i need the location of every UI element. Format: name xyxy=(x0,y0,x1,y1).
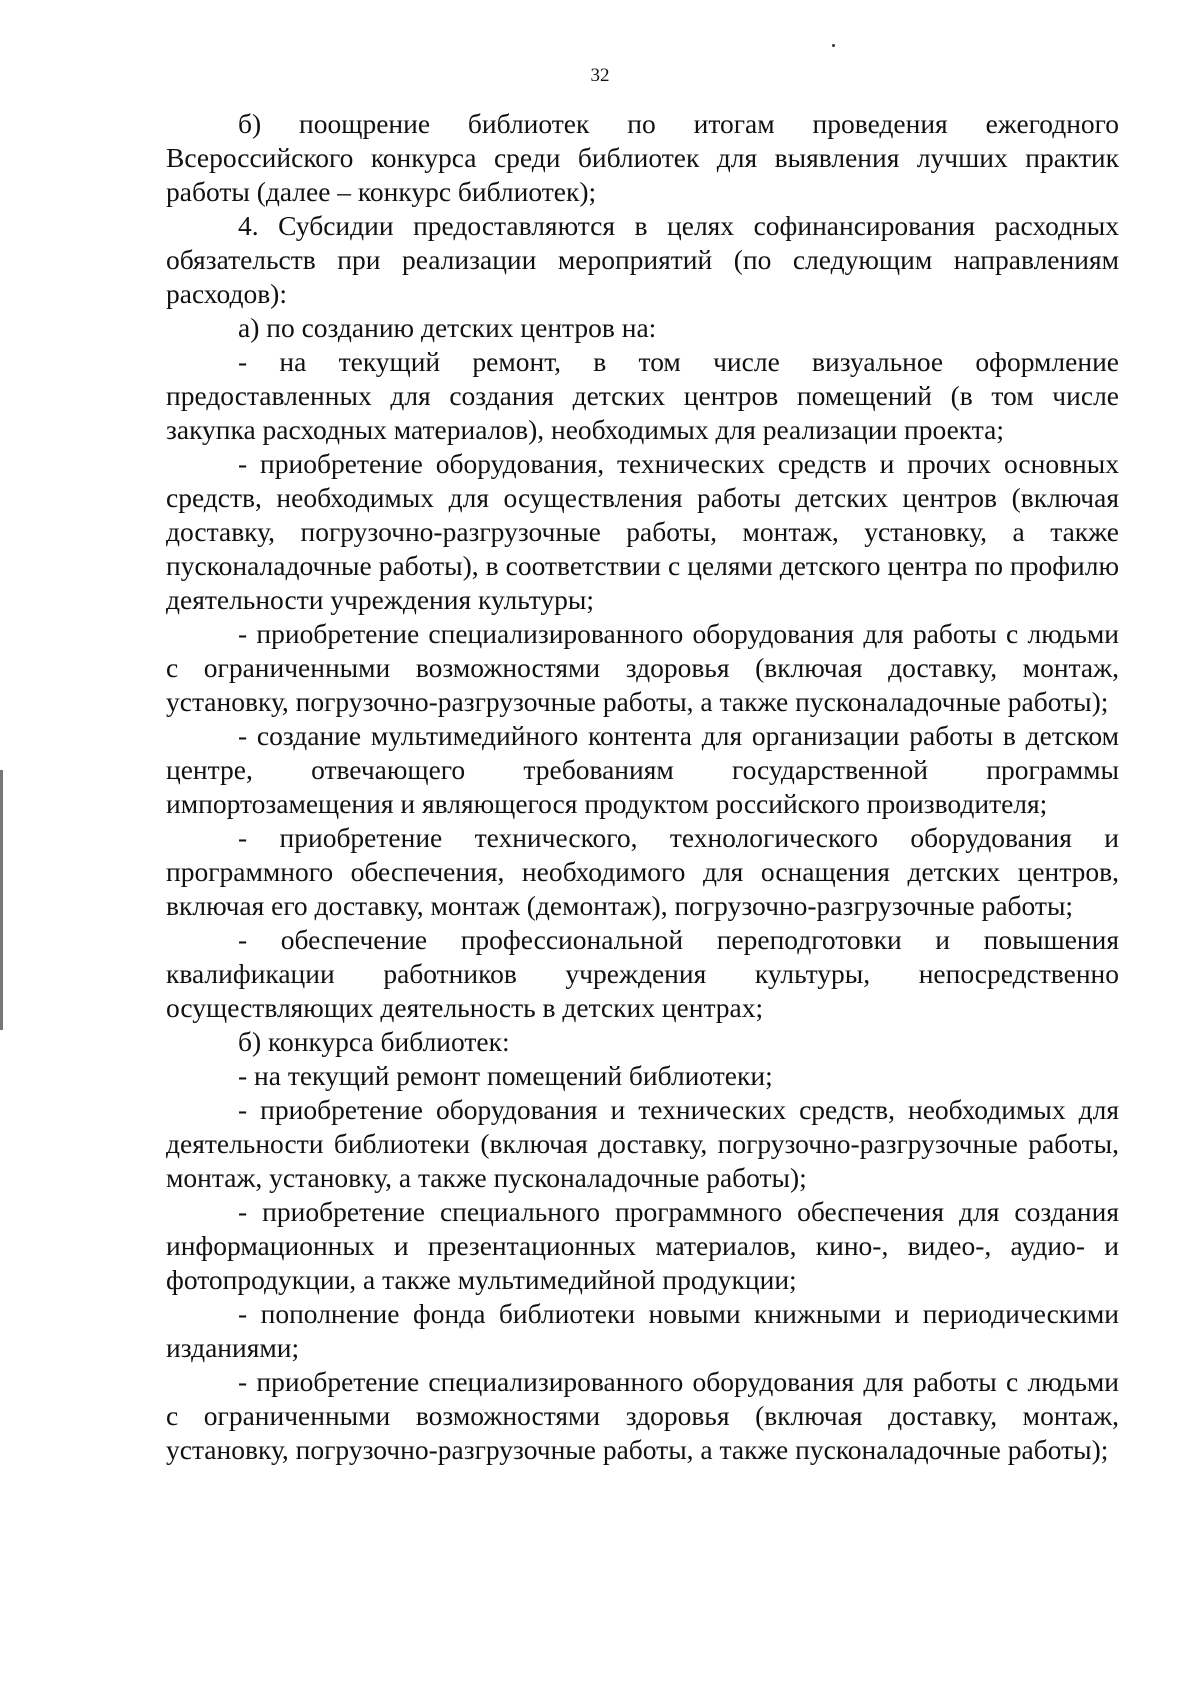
paragraph-13: - приобретение специального программного обеспечения для создания информационных и презентационных материалов, кино-, видео-, аудио- и фотопродукции, а также мультимедийной продукции; xyxy=(166,1196,1119,1295)
paragraph-10: б) конкурса библиотек: xyxy=(238,1026,510,1057)
scan-speck xyxy=(832,44,835,47)
paragraph-15: - приобретение специализированного оборудования для работы с людьми с ограниченными возможностями здоровья (включая доставку, монтаж, установку, погрузочно-разгрузочные работы, а также пусконаладочные работы); xyxy=(166,1366,1119,1465)
scan-edge-mark xyxy=(0,770,3,1030)
paragraph-7: - создание мультимедийного контента для организации работы в детском центре, отвечающего требованиям государственной программы импортозамещения и являющегося продуктом российского производителя; xyxy=(166,720,1119,819)
paragraph-4: - на текущий ремонт, в том числе визуальное оформление предоставленных для создания детских центров помещений (в том числе закупка расходных материалов), необходимых для реализации проекта; xyxy=(166,346,1119,445)
document-body xyxy=(166,107,1119,1467)
paragraph-12: - приобретение оборудования и технических средств, необходимых для деятельности библиотеки (включая доставку, погрузочно-разгрузочные работы, монтаж, установку, а также пусконаладочные работы); xyxy=(166,1094,1119,1193)
paragraph-6: - приобретение специализированного оборудования для работы с людьми с ограниченными возможностями здоровья (включая доставку, монтаж, установку, погрузочно-разгрузочные работы, а также пусконаладочные работы); xyxy=(166,618,1119,717)
paragraph-9: - обеспечение профессиональной переподготовки и повышения квалификации работников учреждения культуры, непосредственно осуществляющих деятельность в детских центрах; xyxy=(166,924,1119,1023)
paragraph-1: б) поощрение библиотек по итогам проведения ежегодного Всероссийского конкурса среди библиотек для выявления лучших практик работы (далее – конкурс библиотек); xyxy=(166,108,1119,207)
paragraph-11: - на текущий ремонт помещений библиотеки; xyxy=(238,1060,773,1091)
paragraph-8: - приобретение технического, технологического оборудования и программного обеспечения, необходимого для оснащения детских центров, включая его доставку, монтаж (демонтаж), погрузочно-разгрузочные работы; xyxy=(166,822,1119,921)
paragraph-5: - приобретение оборудования, технических средств и прочих основных средств, необходимых для осуществления работы детских центров (включая доставку, погрузочно-разгрузочные работы, монтаж, установку, а также пусконаладочные работы), в соответствии с целями детского центра по профилю деятельности учреждения культуры; xyxy=(166,448,1119,615)
paragraph-14: - пополнение фонда библиотеки новыми книжными и периодическими изданиями; xyxy=(166,1298,1119,1363)
page-number: 32 xyxy=(590,65,610,86)
paragraph-2: 4. Субсидии предоставляются в целях софинансирования расходных обязательств при реализации мероприятий (по следующим направлениям расходов): xyxy=(166,210,1119,309)
paragraph-3: а) по созданию детских центров на: xyxy=(238,312,657,343)
